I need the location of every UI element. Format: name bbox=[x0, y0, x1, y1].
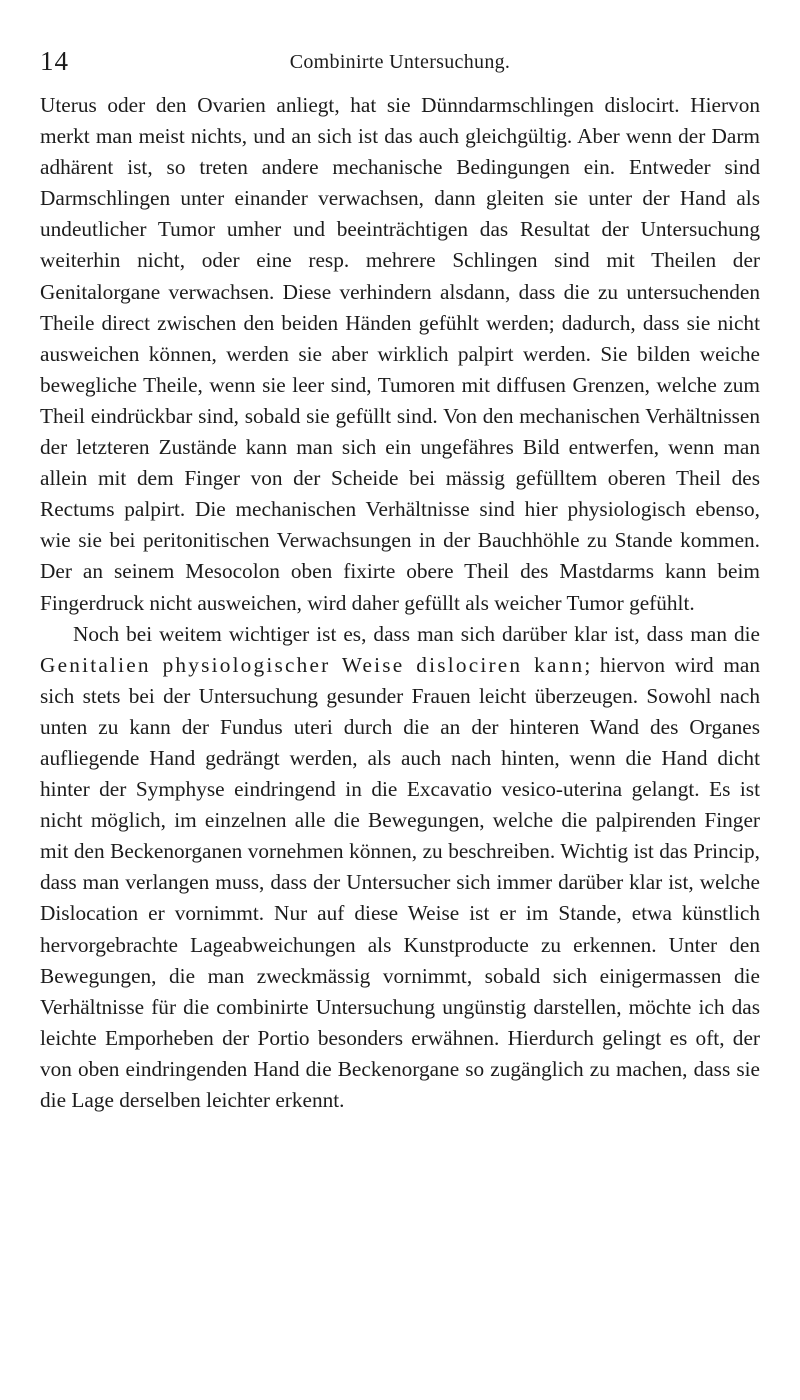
paragraph-text-after: ; hiervon wird man sich stets bei der Untersuchung gesunder Frauen leicht überzeugen. Sowohl nach unten zu kann der Fundus uteri durch die an der hinteren Wand des Organes aufliegende Hand gedrängt werden, als auch nach hinten, wenn die Hand dicht hinter der Symphyse eindringend in die Excavatio vesico-uterina gelangt. Es ist nicht möglich, im einzelnen alle die Bewegungen, welche die palpirenden Finger mit den Beckenorganen vornehmen können, zu beschreiben. Wichtig ist das Princip, dass man verlangen muss, dass der Untersucher sich immer darüber klar ist, welche Dislocation er vornimmt. Nur auf diese Weise ist er im Stande, etwa künstlich hervorgebrachte Lageabweichungen als Kunstproducte zu erkennen. Unter den Bewegungen, die man zweckmässig vornimmt, sobald sich einigermassen die Verhältnisse für die combinirte Untersuchung ungünstig darstellen, möchte ich das leichte Emporheben der Portio besonders erwähnen. Hierdurch gelingt es oft, der von oben eindringenden Hand die Beckenorgane so zugänglich zu machen, dass sie die Lage derselben leichter erkennt. bbox=[40, 652, 760, 1112]
spaced-emphasis: Genitalien physiologischer Weise dislociren kann bbox=[40, 652, 585, 677]
paragraph-text-before: Noch bei weitem wichtiger ist es, dass man sich darüber klar ist, dass man die bbox=[73, 621, 760, 646]
body-text bbox=[40, 90, 760, 1360]
running-title: Combinirte Untersuchung. bbox=[289, 51, 511, 73]
paragraph bbox=[40, 619, 760, 1117]
page-number: 14 bbox=[40, 46, 69, 76]
page-header bbox=[40, 46, 760, 76]
paragraph-continued: Uterus oder den Ovarien anliegt, hat sie Dünndarmschlingen dislocirt. Hiervon merkt man meist nichts, und an sich ist das auch gleichgültig. Aber wenn der Darm adhärent ist, so treten andere mechanische Bedingungen ein. Entweder sind Darmschlingen unter einander verwachsen, dann gleiten sie unter der Hand als undeutlicher Tumor umher und beeinträchtigen das Resultat der Untersuchung weiterhin nicht, oder eine resp. mehrere Schlingen sind mit Theilen der Genitalorgane verwachsen. Diese verhindern alsdann, dass die zu untersuchenden Theile direct zwischen den beiden Händen gefühlt werden; dadurch, dass sie nicht ausweichen können, werden sie aber wirklich palpirt werden. Sie bilden weiche bewegliche Theile, wenn sie leer sind, Tumoren mit diffusen Grenzen, welche zum Theil eindrückbar sind, sobald sie gefüllt sind. Von den mechanischen Verhältnissen der letzteren Zustände kann man sich ein ungefähres Bild entwerfen, wenn man allein mit dem Finger von der Scheide bei mässig gefülltem oberen Theil des Rectums palpirt. Die mechanischen Verhältnisse sind hier physiologisch ebenso, wie sie bei peritonitischen Verwachsungen in der Bauchhöhle zu Stande kommen. Der an seinem Mesocolon oben fixirte obere Theil des Mastdarms kann beim Fingerdruck nicht ausweichen, wird daher gefüllt als weicher Tumor gefühlt. bbox=[40, 93, 760, 615]
